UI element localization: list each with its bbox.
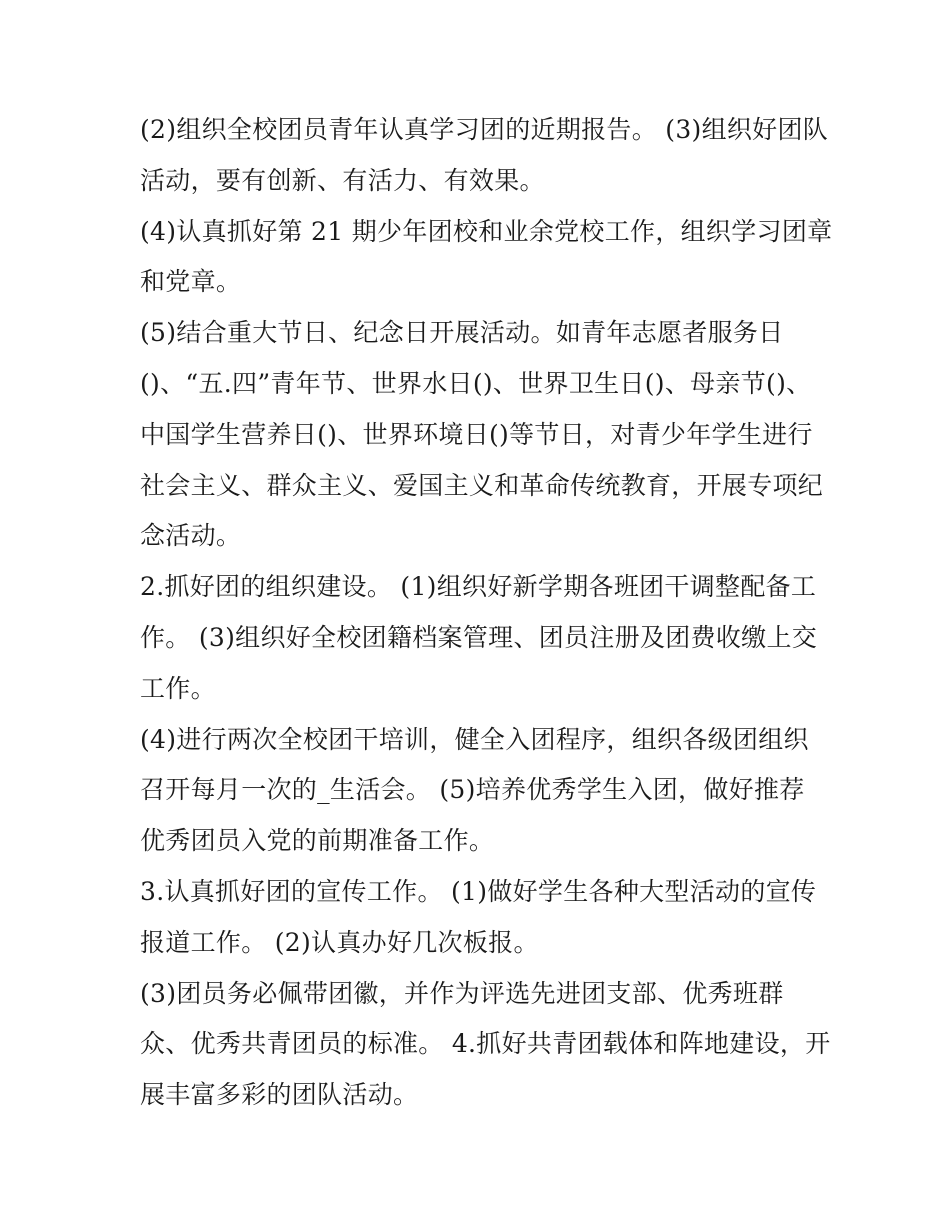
text-line: (2)组织全校团员青年认真学习团的近期报告。 (3)组织好团队 <box>140 115 829 144</box>
text-line: 3.认真抓好团的宣传工作。 (1)做好学生各种大型活动的宣传 <box>140 876 817 906</box>
text-line: 2.抓好团的组织建设。 (1)组织好新学期各班团干调整配备工 <box>140 572 817 602</box>
text-line: (4)进行两次全校团干培训，健全入团程序，组织各级团组织 <box>140 724 809 754</box>
text-line: 社会主义、群众主义、爱国主义和革命传统教育，开展专项纪 <box>140 470 824 500</box>
text-line: 作。 (3)组织好全校团籍档案管理、团员注册及团费收缴上交 <box>140 622 818 652</box>
text-line: 优秀团员入党的前期准备工作。 <box>140 826 495 856</box>
text-line: 中国学生营养日()、世界环境日()等节日，对青少年学生进行 <box>140 419 813 449</box>
text-line: 活动，要有创新、有活力、有效果。 <box>140 165 545 195</box>
text-line: (5)结合重大节日、纪念日开展活动。如青年志愿者服务日 <box>140 318 784 348</box>
text-line: (3)团员务必佩带团徽，并作为评选先进团支部、优秀班群 <box>140 978 784 1008</box>
text-line: 报道工作。 (2)认真办好几次板报。 <box>140 927 539 957</box>
document-body <box>140 105 833 1121</box>
text-line: (4)认真抓好第 21 期少年团校和业余党校工作，组织学习团章 <box>140 216 833 246</box>
text-line: 念活动。 <box>140 521 242 551</box>
text-line: 展丰富多彩的团队活动。 <box>140 1080 419 1110</box>
text-line: 工作。 <box>140 673 216 703</box>
text-line: ()、“五.四”青年节、世界水日()、世界卫生日()、母亲节()、 <box>140 368 812 398</box>
text-line: 召开每月一次的_生活会。 (5)培养优秀学生入团，做好推荐 <box>140 775 805 805</box>
text-line: 和党章。 <box>140 267 242 297</box>
text-line: 众、优秀共青团员的标准。 4.抓好共青团载体和阵地建设，开 <box>140 1029 831 1059</box>
